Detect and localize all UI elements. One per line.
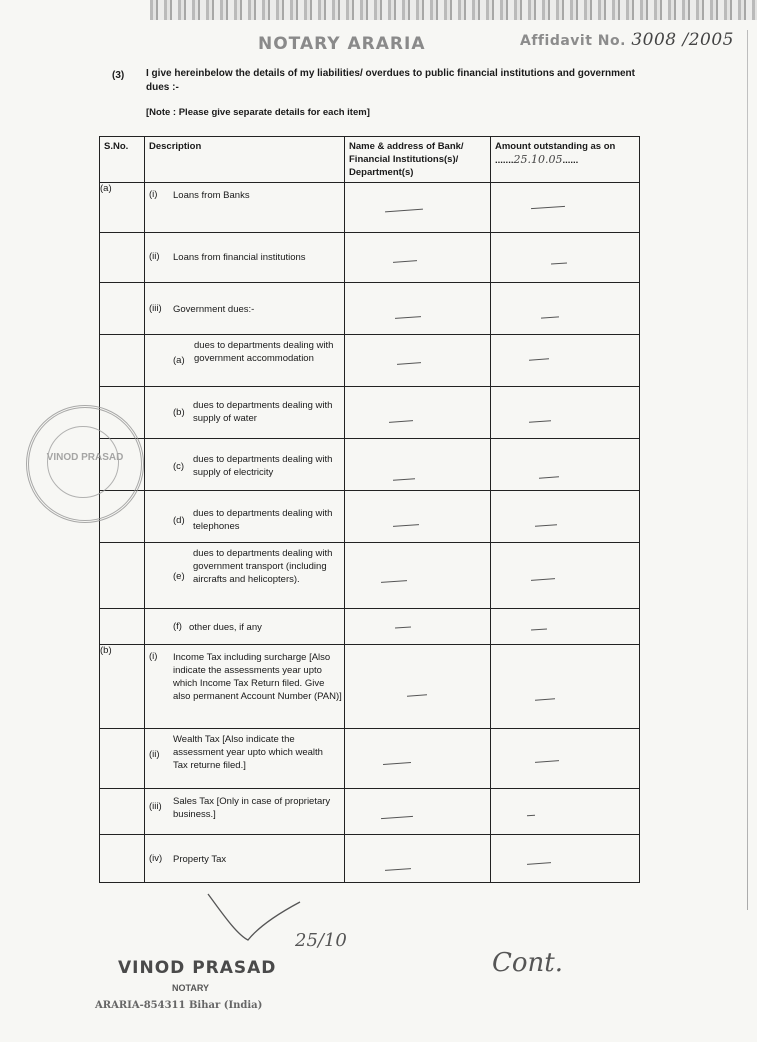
- section-note: [Note : Please give separate details for each item]: [146, 107, 370, 118]
- header-amount-date: 25.10.05: [513, 153, 563, 166]
- header-bank: Name & address of Bank/ Financial Institutions(s)/ Department(s): [345, 137, 491, 183]
- row-sno: [100, 543, 145, 609]
- row-text: dues to departments dealing with supply of electricity: [193, 454, 333, 478]
- row-amount: [491, 183, 640, 233]
- stamp-text: VINOD PRASAD: [46, 452, 124, 463]
- table-row: [100, 439, 640, 491]
- row-bank: [345, 183, 491, 233]
- nil-dash: [395, 316, 421, 319]
- row-sub-label: (e): [173, 571, 185, 582]
- nil-dash: [393, 524, 419, 527]
- row-bank: [345, 645, 491, 729]
- row-sub-label: (d): [173, 515, 185, 526]
- nil-dash: [535, 524, 557, 527]
- row-roman: (i): [149, 189, 158, 200]
- row-amount: [491, 439, 640, 491]
- row-sno: (a): [100, 183, 145, 233]
- nil-dash: [551, 262, 567, 264]
- row-text: dues to departments dealing with government accommodation: [194, 340, 334, 364]
- row-sno: [100, 789, 145, 835]
- row-amount: [491, 283, 640, 335]
- row-sno: [100, 283, 145, 335]
- row-description: [145, 835, 345, 883]
- nil-dash: [381, 816, 413, 819]
- row-sno: [100, 609, 145, 645]
- row-amount: [491, 835, 640, 883]
- table-row: [100, 645, 640, 729]
- table-row: [100, 609, 640, 645]
- notary-header-stamp: NOTARY ARARIA: [258, 34, 426, 54]
- row-description: [145, 729, 345, 789]
- row-description: [145, 183, 345, 233]
- nil-dash: [393, 478, 415, 481]
- nil-dash: [407, 694, 427, 696]
- table-header-row: [100, 137, 640, 183]
- row-roman: (iv): [149, 853, 163, 864]
- row-bank: [345, 835, 491, 883]
- header-sno: S.No.: [100, 137, 145, 183]
- row-sno: [100, 335, 145, 387]
- handwritten-date: 25/10: [295, 930, 347, 951]
- row-text: Sales Tax [Only in case of proprietary business.]: [173, 796, 331, 820]
- notary-round-stamp: [26, 405, 144, 523]
- row-roman: (iii): [149, 303, 162, 314]
- nil-dash: [397, 362, 421, 365]
- row-text: Wealth Tax [Also indicate the assessment year upto which wealth Tax returne filed.]: [173, 734, 323, 771]
- notary-title: NOTARY: [172, 983, 209, 993]
- row-amount: [491, 609, 640, 645]
- row-bank: [345, 609, 491, 645]
- nil-dash: [385, 209, 423, 213]
- table-row: [100, 491, 640, 543]
- header-amount-suffix: ......: [562, 155, 579, 166]
- row-description: [145, 335, 345, 387]
- table-row: [100, 729, 640, 789]
- row-sub-label: (f): [173, 621, 182, 632]
- row-text: dues to departments dealing with supply of water: [193, 400, 333, 424]
- section-number: (3): [112, 70, 125, 81]
- row-description: [145, 543, 345, 609]
- row-text: Loans from financial institutions: [173, 252, 306, 263]
- row-description: [145, 387, 345, 439]
- table-row: [100, 387, 640, 439]
- row-description: [145, 439, 345, 491]
- nil-dash: [395, 626, 411, 628]
- notary-name: VINOD PRASAD: [118, 958, 277, 978]
- affidavit-number: [520, 30, 734, 50]
- row-bank: [345, 335, 491, 387]
- nil-dash: [535, 698, 555, 700]
- row-text: Property Tax: [173, 854, 227, 865]
- continued-note: Cont.: [492, 948, 564, 978]
- nil-dash: [531, 578, 555, 581]
- nil-dash: [383, 762, 411, 765]
- table-row: [100, 335, 640, 387]
- row-bank: [345, 387, 491, 439]
- liabilities-table: [99, 136, 640, 883]
- row-bank: [345, 233, 491, 283]
- row-amount: [491, 543, 640, 609]
- row-bank: [345, 543, 491, 609]
- table-row: [100, 283, 640, 335]
- nil-dash: [535, 760, 559, 763]
- row-roman: (i): [149, 651, 158, 662]
- header-amount: [491, 137, 640, 183]
- nil-dash: [527, 862, 551, 865]
- scan-artifact-strip: [150, 0, 757, 20]
- row-amount: [491, 233, 640, 283]
- signature-scribble: [200, 890, 310, 950]
- row-description: [145, 283, 345, 335]
- row-roman: (ii): [149, 749, 160, 760]
- row-description: [145, 789, 345, 835]
- row-description: [145, 645, 345, 729]
- row-bank: [345, 491, 491, 543]
- row-text: Income Tax including surcharge [Also indicate the assessments year upto which Income Tax Return filed. Give also permanent Account Number (PAN)]: [173, 652, 342, 702]
- table-row: [100, 543, 640, 609]
- table-row: [100, 233, 640, 283]
- section-intro: I give hereinbelow the details of my liabilities/ overdues to public financial institutions and government dues :-: [146, 68, 635, 93]
- nil-dash: [381, 580, 407, 583]
- header-amount-prefix: Amount outstanding as on .......: [495, 141, 616, 166]
- row-sno: (b): [100, 645, 145, 729]
- row-roman: (iii): [149, 801, 162, 812]
- row-sno: [100, 729, 145, 789]
- nil-dash: [531, 206, 565, 209]
- row-roman: (ii): [149, 251, 160, 262]
- row-text: Loans from Banks: [173, 190, 250, 201]
- row-sub-label: (b): [173, 407, 185, 418]
- nil-dash: [539, 476, 559, 478]
- nil-dash: [529, 420, 551, 423]
- nil-dash: [389, 420, 413, 423]
- scan-edge-line: [747, 30, 748, 910]
- row-amount: [491, 387, 640, 439]
- table-row: [100, 789, 640, 835]
- row-amount: [491, 729, 640, 789]
- row-sno: [100, 835, 145, 883]
- nil-dash: [541, 316, 559, 318]
- table-row: [100, 183, 640, 233]
- affidavit-label: Affidavit No.: [520, 33, 626, 49]
- nil-dash: [529, 358, 549, 360]
- row-amount: [491, 335, 640, 387]
- nil-dash: [531, 628, 547, 630]
- row-bank: [345, 789, 491, 835]
- row-bank: [345, 729, 491, 789]
- row-text: dues to departments dealing with telephones: [193, 508, 333, 532]
- nil-dash: [527, 815, 535, 817]
- header-description: Description: [145, 137, 345, 183]
- row-bank: [345, 439, 491, 491]
- nil-dash: [385, 868, 411, 871]
- row-amount: [491, 491, 640, 543]
- row-description: [145, 233, 345, 283]
- row-amount: [491, 789, 640, 835]
- row-sub-label: (c): [173, 461, 185, 472]
- row-sno: [100, 233, 145, 283]
- row-text: dues to departments dealing with government transport (including aircrafts and helicopters).: [193, 548, 333, 585]
- table-row: [100, 835, 640, 883]
- row-text: Government dues:-: [173, 304, 255, 315]
- affidavit-number-value: 3008 /2005: [631, 30, 734, 50]
- row-description: [145, 609, 345, 645]
- row-description: [145, 491, 345, 543]
- row-sub-label: (a): [173, 355, 185, 366]
- nil-dash: [393, 260, 417, 263]
- notary-address: ARARIA-854311 Bihar (India): [95, 1000, 263, 1011]
- row-amount: [491, 645, 640, 729]
- row-text: other dues, if any: [189, 622, 262, 633]
- row-bank: [345, 283, 491, 335]
